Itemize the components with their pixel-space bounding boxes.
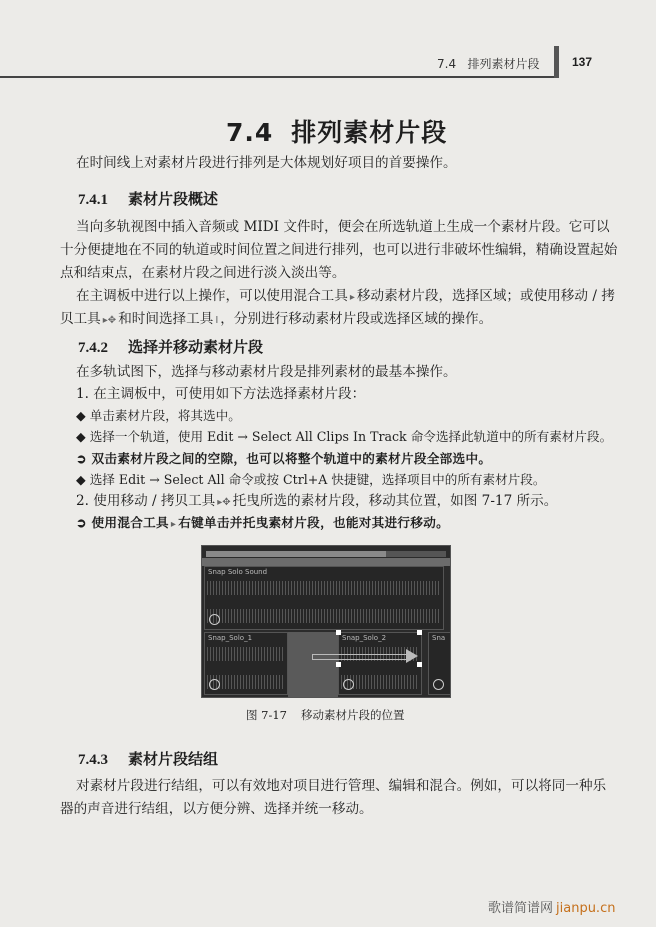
section-number: 7.4 — [226, 118, 274, 147]
text: 在主调板中进行以上操作，可以使用混合工具 — [76, 288, 348, 304]
paragraph-line: 对素材片段进行结组，可以有效地对项目进行管理、编辑和混合。例如，可以将同一种乐 — [76, 778, 607, 794]
heading-7-4-2 — [78, 336, 263, 357]
clip-knob-icon — [433, 679, 444, 690]
watermark-en: jianpu.cn — [556, 901, 616, 916]
watermark — [488, 897, 615, 916]
selection-handle — [336, 662, 341, 667]
text: ➲ 使用混合工具 — [76, 515, 169, 530]
waveform — [207, 609, 441, 623]
section-title — [226, 113, 447, 149]
text: 移动素材片段，选择区域；或使用移动 / 拷 — [356, 288, 615, 304]
clip-gap — [288, 632, 338, 697]
step-1: 1. 在主调板中，可使用如下方法选择素材片段： — [76, 386, 366, 402]
paragraph-line: 在多轨试图下，选择与移动素材片段是排列素材的最基本操作。 — [76, 364, 457, 380]
clip-knob-icon — [209, 614, 220, 625]
selection-handle — [417, 630, 422, 635]
scroll-track — [386, 551, 446, 557]
text: 和时间选择工具 — [118, 311, 214, 327]
header-title: 排列素材片段 — [467, 57, 540, 71]
watermark-cn: 歌谱简谱网 — [488, 901, 554, 916]
arrowhead-icon — [406, 649, 418, 663]
figure-multitrack-screenshot — [201, 545, 451, 698]
clip-knob-icon — [209, 679, 220, 690]
clip-snap-solo-sound — [204, 566, 444, 630]
header-bar — [554, 46, 559, 78]
hybrid-tool-icon: ▸ — [170, 519, 177, 530]
bullet-item: ◆ 选择一个轨道，使用 Edit → Select All Clips In Track 命令选择此轨道中的所有素材片段。 — [76, 429, 613, 444]
heading-number: 7.4.3 — [78, 752, 108, 768]
time-selection-tool-icon: I — [215, 315, 219, 326]
text: ，分别进行移动素材片段或选择区域的操作。 — [220, 311, 493, 327]
clip-snap-solo-1 — [204, 632, 288, 695]
caption-number: 图 7-17 — [246, 708, 287, 722]
waveform — [207, 581, 441, 595]
move-copy-tool-icon: ▸✥ — [102, 315, 117, 326]
clip-name: Snap_Solo_2 — [342, 634, 387, 642]
heading-7-4-3 — [78, 748, 218, 769]
paragraph-line: 点和结束点，在素材片段之间进行淡入淡出等。 — [60, 265, 346, 281]
scroll-bar — [206, 551, 386, 557]
selection-handle — [417, 662, 422, 667]
header-rule — [0, 76, 556, 78]
heading-number: 7.4.1 — [78, 192, 108, 208]
tip-note: ➲ 双击素材片段之间的空隙，也可以将整个轨道中的素材片段全部选中。 — [76, 451, 492, 466]
paragraph-line — [60, 310, 605, 330]
step-2 — [76, 492, 605, 512]
page-number: 137 — [572, 55, 593, 69]
bullet-item: ◆ 选择 Edit → Select All 命令或按 Ctrl+A 快捷键，选择项目中的所有素材片段。 — [76, 472, 546, 487]
figure-caption — [246, 707, 405, 723]
text: 托曳所选的素材片段，移动其位置，如图 7-17 所示。 — [232, 493, 558, 509]
running-header — [437, 55, 540, 72]
text: 2. 使用移动 / 拷贝工具 — [76, 493, 216, 509]
heading-text: 素材片段概述 — [128, 192, 219, 208]
heading-text: 选择并移动素材片段 — [128, 340, 264, 356]
text: 右键单击并托曳素材片段，也能对其进行移动。 — [178, 515, 450, 530]
heading-text: 素材片段结组 — [128, 752, 219, 768]
move-arrow-icon — [312, 654, 409, 660]
heading-number: 7.4.2 — [78, 340, 108, 356]
clip-name: Snap Solo Sound — [208, 568, 268, 576]
hybrid-tool-icon: ▸ — [349, 292, 355, 303]
paragraph-line: 当向多轨视图中插入音频或 MIDI 文件时，便会在所选轨道上生成一个素材片段。它可以 — [76, 219, 610, 235]
tip-note — [76, 514, 605, 534]
caption-text: 移动素材片段的位置 — [301, 708, 405, 722]
waveform — [207, 647, 285, 661]
header-section: 7.4 — [437, 57, 457, 71]
paragraph-line: 器的声音进行结组，以方便分辨、选择并统一移动。 — [60, 801, 373, 817]
selection-handle — [336, 630, 341, 635]
timeline-ruler — [202, 558, 450, 566]
clip-name: Snap_Solo_1 — [208, 634, 253, 642]
section-title-text: 排列素材片段 — [291, 118, 448, 147]
paragraph-line — [76, 287, 615, 307]
clip-snap-solo-2 — [338, 632, 422, 695]
text: 贝工具 — [60, 311, 101, 327]
paragraph-line: 十分便捷地在不同的轨道或时间位置之间进行排列，也可以进行非破坏性编辑，精确设置起始 — [60, 242, 618, 258]
heading-7-4-1 — [78, 188, 218, 209]
bullet-item: ◆ 单击素材片段，将其选中。 — [76, 408, 241, 423]
move-copy-tool-icon: ▸✥ — [217, 497, 231, 508]
clip-partial — [428, 632, 451, 695]
intro-paragraph: 在时间线上对素材片段进行排列是大体规划好项目的首要操作。 — [76, 155, 457, 171]
clip-knob-icon — [343, 679, 354, 690]
clip-name: Sna — [432, 634, 446, 642]
